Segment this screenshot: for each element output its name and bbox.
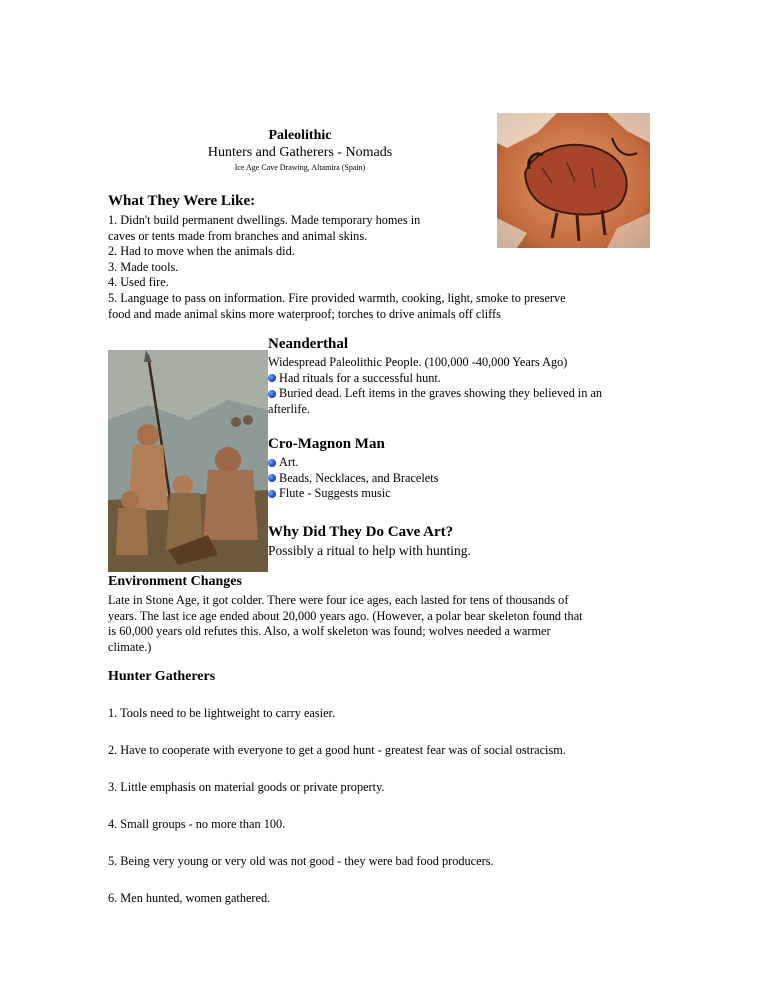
hunter-gatherers-item: 5. Being very young or very old was not good - they were bad food producers. (108, 854, 494, 868)
environment-line: years. The last ice age ended about 20,000 years ago. (However, a polar bear skeleton found that (108, 608, 583, 623)
neanderthal-bullet: Buried dead. Left items in the graves showing they believed in an (279, 386, 603, 401)
bullet-icon (268, 390, 276, 398)
title-block (150, 127, 450, 174)
what-like-line: 4. Used fire. (108, 275, 169, 290)
cromagnon-bullet: Beads, Necklaces, and Bracelets (279, 470, 439, 485)
what-like-line: food and made animal skins more waterproof; torches to drive animals off cliffs (108, 306, 501, 321)
neanderthal-intro: Widespread Paleolithic People. (100,000 -40,000 Years Ago) (268, 355, 568, 369)
environment-line: climate.) (108, 639, 152, 654)
image-caption: Ice Age Cave Drawing, Altamira (Spain) (234, 163, 366, 172)
hunter-gatherers-item: 6. Men hunted, women gathered. (108, 891, 271, 905)
bullet-icon (268, 459, 276, 467)
environment-line: Late in Stone Age, it got colder. There were four ice ages, each lasted for tens of thousands of (108, 593, 569, 607)
hunter-gatherers-item: 4. Small groups - no more than 100. (108, 817, 286, 831)
what-like-line: caves or tents made from branches and animal skins. (108, 228, 368, 243)
neanderthal-continuation: afterlife. (268, 401, 310, 416)
environment-line: is 60,000 years old refutes this. Also, a wolf skeleton was found; wolves needed a warmer (108, 624, 551, 639)
hunter-gatherers-section (108, 668, 668, 928)
list-item (268, 455, 648, 471)
list-item (268, 371, 648, 387)
list-item (268, 486, 648, 502)
cave-art-question-heading: Why Did They Do Cave Art? (268, 524, 454, 540)
cromagnon-bullet: Flute - Suggests music (279, 486, 391, 501)
what-like-line: 2. Had to move when the animals did. (108, 244, 295, 259)
page-subtitle: Hunters and Gatherers - Nomads (207, 145, 393, 160)
cromagnon-bullet: Art. (279, 455, 299, 469)
neanderthal-scene-image (108, 350, 268, 572)
what-like-line: 3. Made tools. (108, 259, 179, 274)
what-like-line: 1. Didn't build permanent dwellings. Made temporary homes in (108, 213, 421, 227)
cave-art-question-section (268, 523, 648, 559)
what-like-line: 5. Language to pass on information. Fire provided warmth, cooking, light, smoke to preserve (108, 290, 566, 305)
list-item (268, 471, 648, 487)
list-item (268, 386, 648, 402)
cave-art-answer: Possibly a ritual to help with hunting. (268, 543, 471, 558)
neanderthal-bullet: Had rituals for a successful hunt. (279, 370, 441, 385)
what-they-were-like-heading: What They Were Like: (108, 193, 256, 209)
bullet-icon (268, 490, 276, 498)
environment-section (108, 573, 668, 655)
hunter-gatherers-item: 3. Little emphasis on material goods or private property. (108, 780, 385, 794)
environment-heading: Environment Changes (108, 574, 242, 589)
neanderthal-section (268, 335, 648, 417)
hunter-gatherers-heading: Hunter Gatherers (108, 669, 216, 684)
what-they-were-like-section (108, 192, 648, 322)
cromagnon-heading: Cro-Magnon Man (268, 436, 385, 452)
bullet-icon (268, 374, 276, 382)
hunter-gatherers-item: 2. Have to cooperate with everyone to get a good hunt - greatest fear was of social ostracism. (108, 743, 566, 757)
neanderthal-heading: Neanderthal (268, 336, 348, 352)
hunter-gatherers-item: 1. Tools need to be lightweight to carry easier. (108, 706, 336, 720)
bullet-icon (268, 474, 276, 482)
page-title: Paleolithic (268, 128, 332, 143)
cromagnon-section (268, 435, 648, 502)
